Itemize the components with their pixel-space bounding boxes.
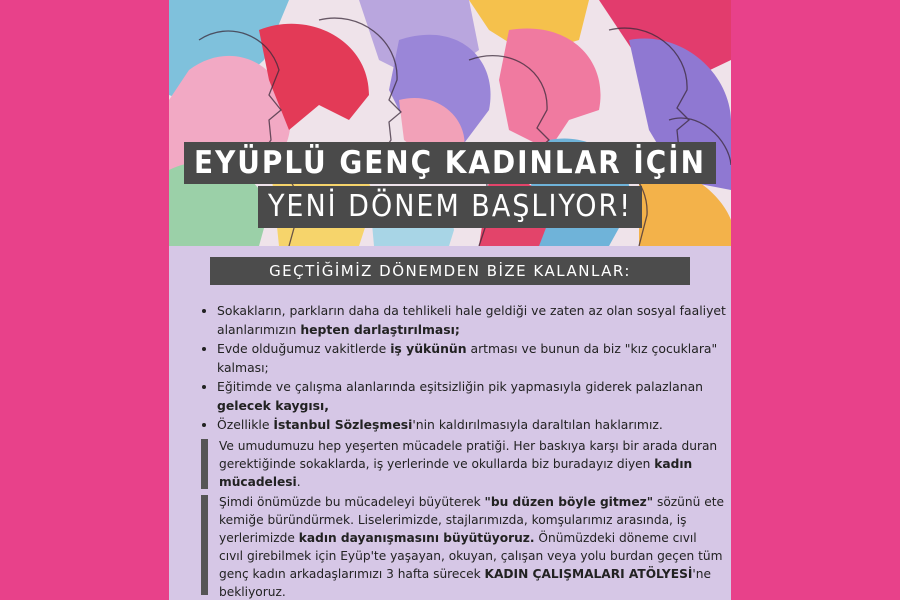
list-item: • Sokakların, parkların daha da tehlikeli hale geldiği ve zaten az olan sosyal faaliyet alanlarımızın hepten darlaştırılması; — [217, 302, 731, 339]
list-item: • Özellikle İstanbul Sözleşmesi'nin kaldırılmasıyla daraltılan haklarımız. — [217, 416, 731, 435]
quote-block-1: Ve umudumuzu hep yeşerten mücadele pratiği. Her baskıya karşı bir arada duran gerektiğinde sokaklarda, iş yerlerinde ve okullarda biz buradayız diyen kadın mücadelesi. — [201, 437, 724, 491]
title-line-1: EYÜPLÜ GENÇ KADINLAR İÇİN — [184, 142, 716, 184]
quote-block-2: Şimdi önümüzde bu mücadeleyi büyüterek "bu düzen böyle gitmez" sözünü ete kemiğe büründürmek. Liselerimizde, stajlarımızda, komşularımız arasında, iş yerlerimizde kadın dayanışmasını büyütüyoruz. Önümüzdeki döneme cıvıl cıvıl girebilmek için Eyüp'te yaşayan, okuyan, çalışan veya yolu burdan geçen tüm genç kadın arkadaşlarımızı 3 hafta sürecek KADIN ÇALIŞMALARI ATÖLYESİ'ne bekliyoruz. — [201, 493, 724, 600]
title-line-2: YENİ DÖNEM BAŞLIYOR! — [258, 186, 642, 228]
list-item: • Eğitimde ve çalışma alanlarında eşitsizliğin pik yapmasıyla giderek palazlanan gelecek kaygısı, — [217, 378, 731, 415]
bullet-list — [197, 302, 731, 436]
quote-bar — [201, 439, 208, 489]
title-block — [169, 142, 731, 228]
quote-bar — [201, 495, 208, 595]
hero-illustration — [169, 0, 731, 246]
section-heading: GEÇTİĞİMİZ DÖNEMDEN BİZE KALANLAR: — [210, 257, 690, 285]
list-item: • Evde olduğumuz vakitlerde iş yükünün artması ve bunun da biz "kız çocuklara" kalması; — [217, 340, 731, 377]
poster — [169, 0, 731, 600]
